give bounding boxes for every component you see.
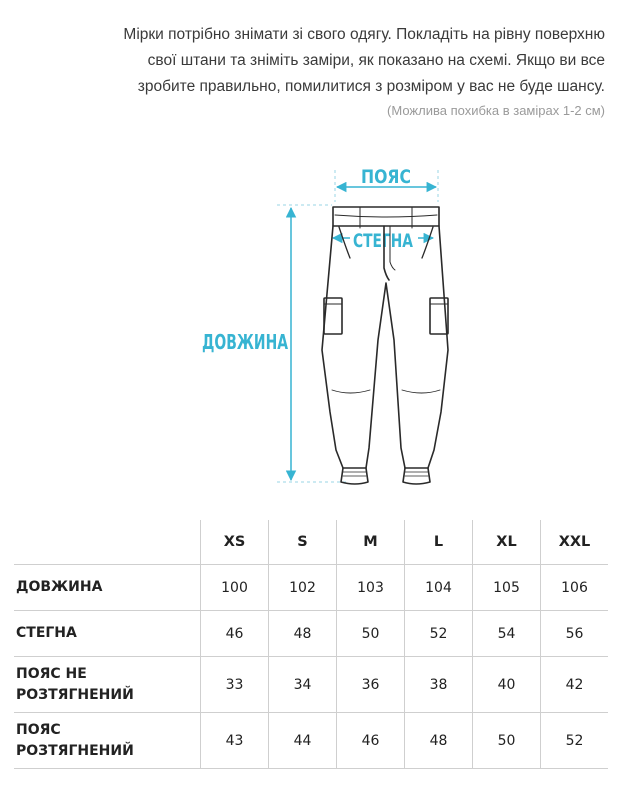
waist-label: ПОЯС xyxy=(361,166,411,188)
table-cell: 102 xyxy=(269,565,337,611)
table-cell: 106 xyxy=(541,565,609,611)
size-header: M xyxy=(337,520,405,565)
instructions-line: Мірки потрібно знімати зі свого одягу. Покладіть на рівну поверхню xyxy=(123,26,605,43)
table-cell: 105 xyxy=(473,565,541,611)
table-cell: 34 xyxy=(269,657,337,713)
header-corner xyxy=(14,520,201,565)
table-cell: 48 xyxy=(405,713,473,769)
size-header: L xyxy=(405,520,473,565)
table-cell: 38 xyxy=(405,657,473,713)
table-cell: 42 xyxy=(541,657,609,713)
table-cell: 54 xyxy=(473,611,541,657)
table-row xyxy=(14,713,608,769)
instructions-line: зробите правильно, помилитися з розміром у вас не буде шансу. xyxy=(137,78,605,95)
pants-measurement-diagram xyxy=(0,150,623,500)
table-row xyxy=(14,565,608,611)
table-cell: 36 xyxy=(337,657,405,713)
table-cell: 40 xyxy=(473,657,541,713)
table-row xyxy=(14,611,608,657)
table-cell: 100 xyxy=(201,565,269,611)
table-cell: 56 xyxy=(541,611,609,657)
size-header: XS xyxy=(201,520,269,565)
instructions-text xyxy=(5,22,605,100)
table-cell: 33 xyxy=(201,657,269,713)
table-cell: 43 xyxy=(201,713,269,769)
table-cell: 104 xyxy=(405,565,473,611)
row-label: СТЕГНА xyxy=(14,611,201,657)
size-header-row xyxy=(14,520,608,565)
size-header: S xyxy=(269,520,337,565)
table-row xyxy=(14,657,608,713)
table-cell: 50 xyxy=(473,713,541,769)
table-cell: 103 xyxy=(337,565,405,611)
size-header: XXL xyxy=(541,520,609,565)
error-margin-note: (Можлива похибка в замірах 1-2 см) xyxy=(387,103,605,118)
size-header: XL xyxy=(473,520,541,565)
row-label: ДОВЖИНА xyxy=(14,565,201,611)
instructions-line: свої штани та зніміть заміри, як показано на схемі. Якщо ви все xyxy=(147,52,605,69)
table-cell: 46 xyxy=(201,611,269,657)
row-label: ПОЯС РОЗТЯГНЕНИЙ xyxy=(14,713,201,769)
table-cell: 52 xyxy=(541,713,609,769)
table-cell: 46 xyxy=(337,713,405,769)
table-cell: 52 xyxy=(405,611,473,657)
table-cell: 50 xyxy=(337,611,405,657)
hips-label: СТЕГНА xyxy=(353,230,414,252)
size-chart-table xyxy=(14,520,608,769)
length-label: ДОВЖИНА xyxy=(202,330,289,354)
table-cell: 44 xyxy=(269,713,337,769)
row-label: ПОЯС НЕ РОЗТЯГНЕНИЙ xyxy=(14,657,201,713)
table-cell: 48 xyxy=(269,611,337,657)
